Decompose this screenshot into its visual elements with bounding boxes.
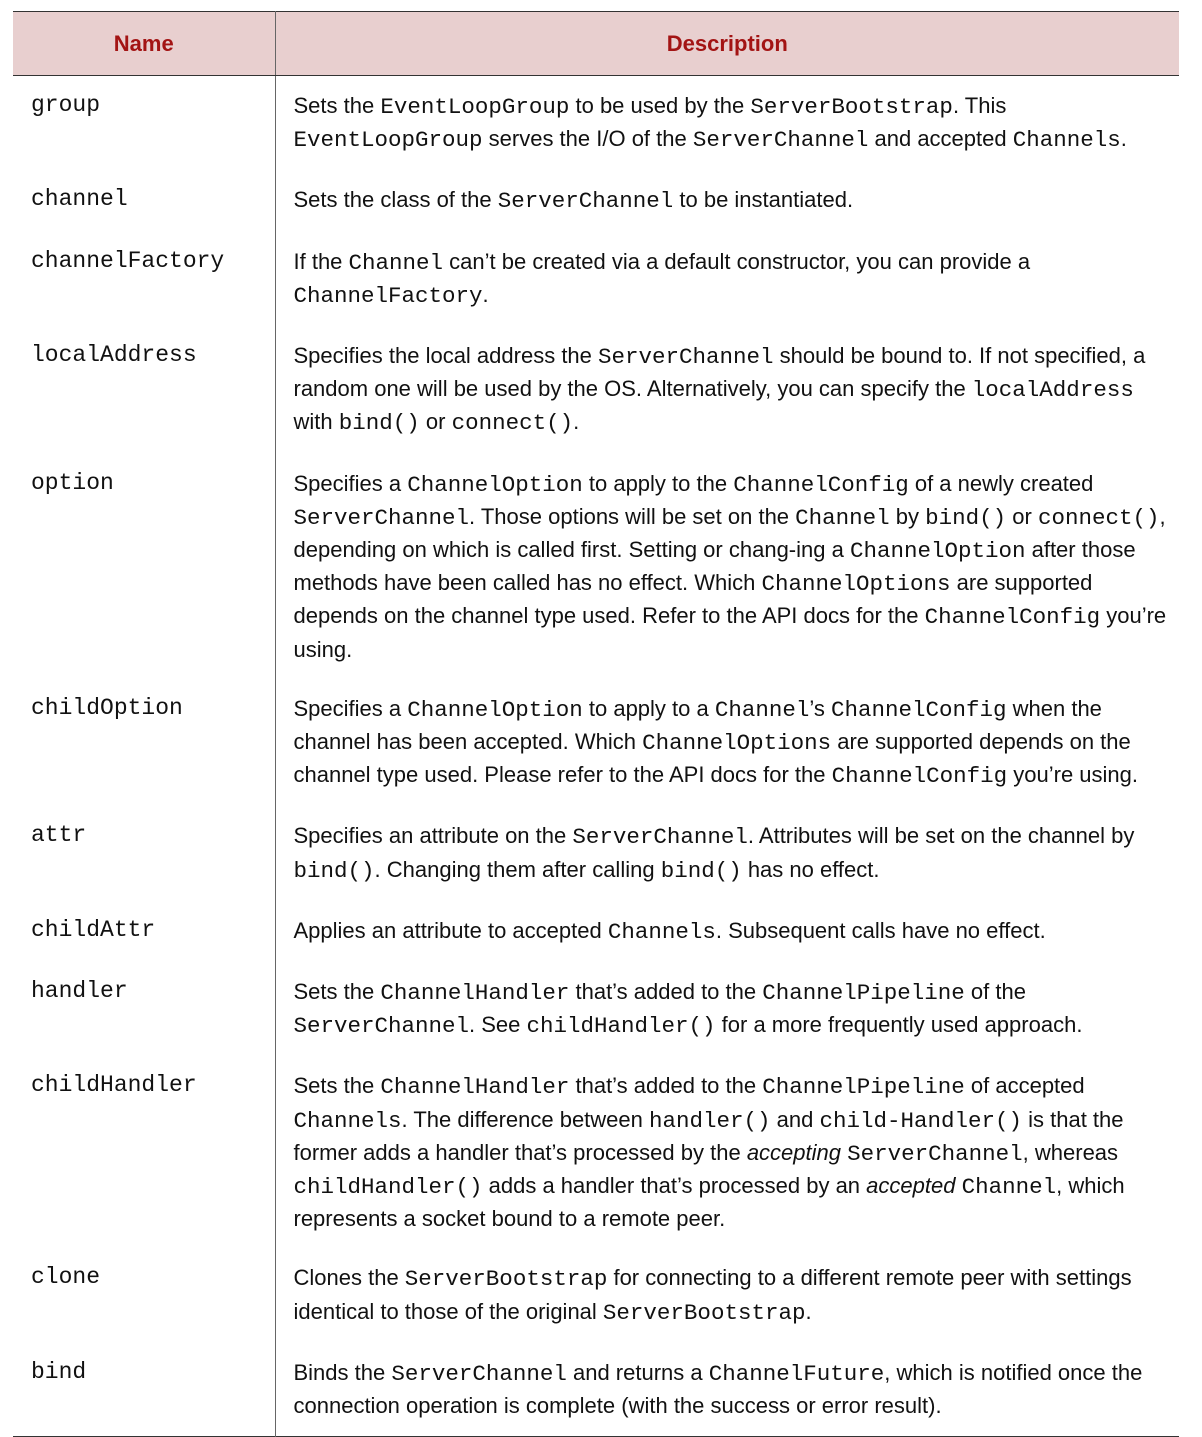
code-term: ServerChannel xyxy=(497,188,674,215)
description-text: . Changing them after calling xyxy=(374,856,661,882)
method-description xyxy=(275,1344,1179,1437)
code-term: Channels xyxy=(607,918,716,945)
description-text: are supported depends on the channel type used. Refer to the API docs for the xyxy=(293,570,1093,629)
table-header-row xyxy=(13,12,1179,76)
bootstrap-methods-table-container xyxy=(13,11,1179,1437)
code-term: ChannelOptions xyxy=(642,730,832,757)
method-description xyxy=(275,1249,1179,1343)
description-text: Sets the xyxy=(293,1073,381,1099)
code-term: childHandler() xyxy=(526,1013,716,1040)
description-text: , whereas xyxy=(1022,1139,1119,1165)
table-row xyxy=(13,76,1179,172)
description-text: , which is notified once the connection operation is complete (with the success or error result). xyxy=(293,1359,1143,1419)
description-text: you’re using. xyxy=(293,603,1167,662)
code-term: ServerChannel xyxy=(847,1140,1023,1167)
description-text: to be instantiated. xyxy=(673,187,854,213)
code-term: ChannelOption xyxy=(849,538,1026,565)
description-text: . This xyxy=(952,93,1007,118)
description-text: by xyxy=(889,503,926,529)
description-text: that’s added to the xyxy=(569,1073,763,1099)
method-name: option xyxy=(13,455,275,680)
code-term: ServerBootstrap xyxy=(404,1266,608,1293)
method-name: group xyxy=(13,76,275,172)
description-text: to apply to the xyxy=(582,470,734,496)
emphasis-text: accepting xyxy=(746,1139,841,1165)
description-text: has no effect. xyxy=(741,856,880,882)
description-text: Specifies an attribute on the xyxy=(293,823,573,849)
method-name: clone xyxy=(13,1249,275,1343)
description-text: . xyxy=(1120,126,1127,152)
code-term: ChannelConfig xyxy=(830,696,1007,723)
description-text: If the xyxy=(293,248,349,274)
code-term: ChannelHandler xyxy=(380,980,570,1007)
description-text: . xyxy=(573,409,580,435)
description-text: and returns a xyxy=(566,1359,709,1385)
code-term: ChannelOptions xyxy=(761,571,951,598)
description-text: , depending on which is called first. Setting or chang-ing a xyxy=(293,503,1166,563)
description-text: is that the former adds a handler that’s processed by the xyxy=(293,1106,1124,1165)
table-row xyxy=(13,1249,1179,1343)
table-row xyxy=(13,807,1179,901)
code-term: connect() xyxy=(451,410,574,437)
code-term: ChannelOption xyxy=(407,471,583,498)
method-description xyxy=(275,455,1179,680)
description-text: are supported depends on the channel type used. Please refer to the API docs for the xyxy=(293,729,1131,788)
code-term: ChannelConfig xyxy=(733,471,909,498)
code-term: childHandler() xyxy=(293,1174,483,1201)
code-term: Channels xyxy=(293,1107,402,1134)
bootstrap-methods-table xyxy=(13,11,1179,1437)
method-name: bind xyxy=(13,1344,275,1437)
method-description xyxy=(275,807,1179,901)
code-term: Channel xyxy=(714,696,810,723)
method-name: childOption xyxy=(13,680,275,808)
table-row xyxy=(13,455,1179,680)
description-text: Sets the class of the xyxy=(293,187,498,213)
method-name: attr xyxy=(13,807,275,901)
method-name: channelFactory xyxy=(13,233,275,327)
table-row xyxy=(13,902,1179,963)
method-name: localAddress xyxy=(13,327,275,455)
method-description xyxy=(275,233,1179,327)
description-text: Specifies the local address the xyxy=(293,343,599,369)
description-text: can’t be created via a default constructor, you can provide a xyxy=(443,248,1031,274)
method-description xyxy=(275,963,1179,1057)
description-text: , which represents a socket bound to a remote peer. xyxy=(293,1173,1125,1232)
description-text: . xyxy=(805,1298,812,1324)
code-term: bind() xyxy=(925,504,1007,531)
description-text: or xyxy=(1006,503,1038,529)
description-text: when the channel has been accepted. Which xyxy=(293,695,1102,755)
code-term: ServerChannel xyxy=(572,824,748,851)
code-term: Channels xyxy=(1012,127,1121,154)
description-text: for a more frequently used approach. xyxy=(715,1012,1083,1038)
table-row xyxy=(13,680,1179,808)
table-row xyxy=(13,963,1179,1057)
code-term: connect() xyxy=(1037,504,1160,531)
description-text: of accepted xyxy=(964,1073,1085,1099)
header-name: Name xyxy=(13,12,275,76)
code-term: ChannelFactory xyxy=(293,282,483,309)
description-text: Specifies a xyxy=(293,695,408,721)
method-description xyxy=(275,1057,1179,1249)
description-text: and xyxy=(770,1106,820,1132)
header-description: Description xyxy=(275,12,1179,76)
code-term: child-Handler() xyxy=(819,1107,1023,1134)
description-text: . See xyxy=(469,1012,527,1038)
method-description xyxy=(275,902,1179,963)
code-term: ServerChannel xyxy=(692,127,869,154)
code-term: ServerBootstrap xyxy=(750,94,953,120)
description-text: serves the I/O of the xyxy=(482,126,693,152)
description-text: with xyxy=(293,409,339,435)
description-text: . Attributes will be set on the channel by xyxy=(747,823,1135,849)
code-term: ChannelPipeline xyxy=(762,1074,965,1101)
emphasis-text: accepted xyxy=(866,1173,956,1199)
code-term: ChannelOption xyxy=(407,696,583,723)
table-row xyxy=(13,1344,1179,1437)
description-text: to be used by the xyxy=(569,93,751,118)
description-text: . Those options will be set on the xyxy=(469,503,796,529)
description-text: . The difference between xyxy=(401,1106,649,1132)
description-text: Sets the xyxy=(293,979,381,1005)
description-text: of a newly created xyxy=(908,470,1094,496)
code-term: ChannelPipeline xyxy=(762,980,965,1007)
method-name: handler xyxy=(13,963,275,1057)
code-term: ServerChannel xyxy=(598,344,774,371)
description-text: . Subsequent calls have no effect. xyxy=(715,917,1046,943)
code-term: bind() xyxy=(660,857,742,884)
method-description xyxy=(275,680,1179,808)
code-term: ServerChannel xyxy=(293,1013,470,1040)
table-row xyxy=(13,233,1179,327)
method-name: childAttr xyxy=(13,902,275,963)
description-text: to apply to a xyxy=(582,695,715,721)
table-body xyxy=(13,76,1179,1437)
method-name: channel xyxy=(13,171,275,232)
method-description xyxy=(275,171,1179,232)
description-text: Applies an attribute to accepted xyxy=(293,917,608,943)
description-text: of the xyxy=(964,979,1026,1005)
description-text: Clones the xyxy=(293,1265,405,1291)
method-description xyxy=(275,76,1179,172)
description-text: Binds the xyxy=(293,1359,392,1385)
table-row xyxy=(13,327,1179,455)
code-term: ChannelConfig xyxy=(924,604,1101,631)
code-term: Channel xyxy=(348,249,444,276)
code-term: ServerChannel xyxy=(391,1360,567,1387)
description-text: after those methods have been called has no effect. Which xyxy=(293,537,1136,596)
code-term: ServerBootstrap xyxy=(602,1299,806,1326)
description-text: ’s xyxy=(809,695,831,721)
description-text: . xyxy=(482,281,489,307)
description-text: that’s added to the xyxy=(569,979,763,1005)
description-text: Sets the xyxy=(293,93,381,118)
code-term: ChannelFuture xyxy=(708,1360,885,1387)
code-term: ChannelHandler xyxy=(380,1074,570,1101)
code-term: ChannelConfig xyxy=(831,763,1008,790)
table-row xyxy=(13,171,1179,232)
description-text: adds a handler that’s processed by an xyxy=(482,1173,867,1199)
table-row xyxy=(13,1057,1179,1249)
description-text: or xyxy=(419,409,452,435)
description-text: should be bound to. If not specified, a random one will be used by the OS. Alternatively, you can specify the xyxy=(293,343,1146,402)
description-text: you’re using. xyxy=(1007,762,1138,788)
description-text: for connecting to a different remote peer with settings identical to those of the original xyxy=(293,1265,1132,1324)
code-term: bind() xyxy=(338,410,420,437)
description-text: and accepted xyxy=(868,126,1013,152)
code-term: EventLoopGroup xyxy=(380,94,570,120)
description-text: Specifies a xyxy=(293,470,408,496)
code-term: localAddress xyxy=(971,377,1134,404)
code-term: handler() xyxy=(649,1107,771,1134)
code-term: ServerChannel xyxy=(293,504,470,531)
code-term: Channel xyxy=(961,1174,1057,1201)
method-name: childHandler xyxy=(13,1057,275,1249)
code-term: bind() xyxy=(293,857,375,884)
method-description xyxy=(275,327,1179,455)
code-term: EventLoopGroup xyxy=(293,127,483,154)
code-term: Channel xyxy=(795,504,890,531)
